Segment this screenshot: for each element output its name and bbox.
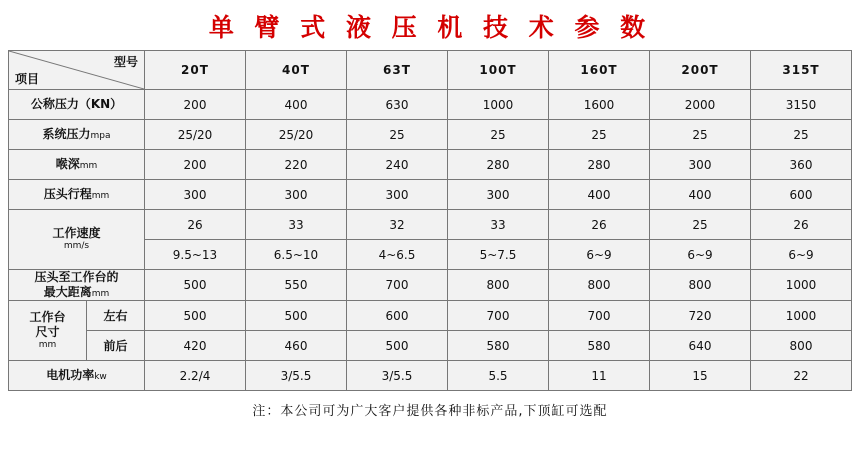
cell-value: 200 [145,90,246,120]
row-label-unit: kw [94,372,107,383]
cell-value: 6.5~10 [246,240,347,270]
cell-value: 26 [549,210,650,240]
table-row [9,150,852,180]
cell-value: 2.2/4 [145,361,246,391]
page-title: 单 臂 式 液 压 机 技 术 参 数 [208,13,652,42]
row-label-text-line2: 最大距离 [43,285,92,299]
model-header-20t: 20T [145,51,246,90]
cell-value: 600 [347,301,448,331]
cell-value: 640 [650,331,751,361]
model-header-200t: 200T [650,51,751,90]
cell-value: 9.5~13 [145,240,246,270]
cell-value: 32 [347,210,448,240]
row-label-unit: mm [79,160,98,171]
cell-value: 800 [650,270,751,301]
cell-value: 1600 [549,90,650,120]
cell-value: 360 [751,150,852,180]
cell-value: 240 [347,150,448,180]
cell-value: 460 [246,331,347,361]
cell-value: 300 [448,180,549,210]
table-header-row [9,51,852,90]
cell-value: 1000 [448,90,549,120]
row-label-line2 [9,285,144,300]
cell-value: 26 [751,210,852,240]
cell-value: 1000 [751,301,852,331]
table-row [9,90,852,120]
cell-value: 500 [145,301,246,331]
cell-value: 700 [347,270,448,301]
cell-value: 700 [448,301,549,331]
cell-value: 550 [246,270,347,301]
spec-table [8,50,852,391]
cell-value: 3150 [751,90,852,120]
table-row [9,120,852,150]
row-label-table-size [9,301,87,361]
row-label-nominal-pressure: 公称压力（KN） [9,90,145,120]
table-row [9,210,852,240]
cell-value: 26 [145,210,246,240]
cell-value: 15 [650,361,751,391]
header-corner-cell [9,51,145,90]
row-label-line2 [9,325,86,340]
corner-item-label: 项目 [15,72,40,86]
cell-value: 300 [246,180,347,210]
cell-value: 800 [549,270,650,301]
cell-value: 400 [246,90,347,120]
row-label-text: 系统压力 [42,126,91,141]
cell-value: 25 [650,210,751,240]
cell-value: 25/20 [246,120,347,150]
cell-value: 400 [549,180,650,210]
cell-value: 33 [246,210,347,240]
cell-value: 280 [549,150,650,180]
model-header-315t: 315T [751,51,852,90]
cell-value: 25 [751,120,852,150]
cell-value: 400 [650,180,751,210]
cell-value: 6~9 [650,240,751,270]
cell-value: 500 [347,331,448,361]
cell-value: 25 [347,120,448,150]
cell-value: 6~9 [751,240,852,270]
cell-value: 300 [145,180,246,210]
cell-value: 22 [751,361,852,391]
cell-value: 700 [549,301,650,331]
row-label-system-pressure [9,120,145,150]
spec-table-container [0,50,860,391]
row-label-unit: mm [91,190,110,201]
cell-value: 3/5.5 [347,361,448,391]
corner-split [9,51,144,89]
row-label-text-line2: 尺寸 [35,325,60,340]
cell-value: 3/5.5 [246,361,347,391]
row-label-text: 电机功率 [46,368,95,383]
cell-value: 300 [650,150,751,180]
cell-value: 220 [246,150,347,180]
table-row [9,331,852,361]
cell-value: 33 [448,210,549,240]
cell-value: 5.5 [448,361,549,391]
cell-value: 580 [549,331,650,361]
cell-value: 25/20 [145,120,246,150]
row-label-unit: mm/s [63,241,90,252]
cell-value: 25 [650,120,751,150]
model-header-63t: 63T [347,51,448,90]
row-label-text: 压头行程 [43,186,92,201]
row-label-text: 喉深 [55,156,80,171]
cell-value: 1000 [751,270,852,301]
model-header-100t: 100T [448,51,549,90]
cell-value: 200 [145,150,246,180]
row-label-working-speed [9,210,145,270]
table-row [9,301,852,331]
cell-value: 280 [448,150,549,180]
cell-value: 500 [246,301,347,331]
cell-value: 4~6.5 [347,240,448,270]
table-row [9,270,852,301]
cell-value: 630 [347,90,448,120]
cell-value: 420 [145,331,246,361]
model-header-160t: 160T [549,51,650,90]
row-label-throat-depth [9,150,145,180]
cell-value: 25 [549,120,650,150]
row-label-unit: mm [38,340,57,351]
row-label-unit: mpa [90,130,111,141]
row-label-text-line1: 工作台 [29,310,66,325]
cell-value: 6~9 [549,240,650,270]
table-row [9,180,852,210]
sub-row-label-left-right: 左右 [87,301,145,331]
cell-value: 25 [448,120,549,150]
cell-value: 500 [145,270,246,301]
cell-value: 800 [448,270,549,301]
cell-value: 580 [448,331,549,361]
cell-value: 11 [549,361,650,391]
row-label-text-line1: 压头至工作台的 [34,270,119,284]
cell-value: 5~7.5 [448,240,549,270]
cell-value: 800 [751,331,852,361]
cell-value: 2000 [650,90,751,120]
cell-value: 300 [347,180,448,210]
row-label-max-distance [9,270,145,301]
corner-model-label: 型号 [113,55,138,69]
sub-row-label-front-back: 前后 [87,331,145,361]
table-row [9,361,852,391]
row-label-text: 工作速度 [52,226,101,241]
model-header-40t: 40T [246,51,347,90]
row-label-ram-stroke [9,180,145,210]
row-label-motor-power [9,361,145,391]
cell-value: 720 [650,301,751,331]
footer-note: 注：本公司可为广大客户提供各种非标产品,下顶缸可选配 [252,404,608,420]
row-label-unit: mm [91,289,110,299]
cell-value: 600 [751,180,852,210]
